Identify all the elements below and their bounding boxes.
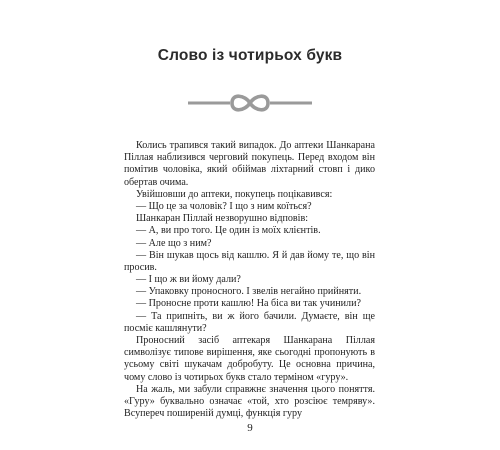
dialogue-line: — Що це за чоловік? І що з ним коїться? (136, 200, 312, 212)
paragraph: Увійшовши до аптеки, покупець поцікавився: (136, 188, 333, 200)
dialogue-line: — Та припніть, ви ж його бачили. Думаєте, він ще посміє кашлянути? (124, 310, 375, 334)
page-number: 9 (247, 422, 253, 434)
dialogue-line: — Упаковку проносного. І звелів негайно прийняти. (136, 286, 362, 298)
dialogue-line: — А, ви про того. Це один із моїх клієнтів. (136, 225, 321, 237)
dialogue-line: — Але що з ним? (136, 237, 212, 249)
paragraph: Проносний засіб аптекаря Шанкарана Піллая символізує типове вирішення, яке сьогодні пропонують в усьому світі шукачам добробуту. Це основна причина, чому слово із чотирьох букв стало терміном «гуру». (124, 335, 375, 383)
infinity-icon (188, 89, 312, 117)
dialogue-line: — Він шукав щось від кашлю. Я й дав йому те, що він просив. (124, 249, 375, 273)
paragraph: Колись трапився такий випадок. До аптеки Шанкарана Піллая наблизився черговий покупець. Перед входом він помітив чоловіка, який обіймав ліхтарний стовп і дико обертав очима. (124, 140, 375, 188)
body-text (124, 140, 375, 420)
dialogue-line: — Проносне проти кашлю! На біса ви так учинили? (136, 298, 361, 310)
chapter-title: Слово із чотирьох букв (157, 47, 343, 64)
paragraph: На жаль, ми забули справжнє значення цього поняття. «Гуру» буквально означає «той, хто розсіює темряву». Всупереч поширеній думці, функція гуру (124, 383, 375, 420)
dialogue-line: — І що ж ви йому дали? (136, 274, 241, 286)
paragraph: Шанкаран Піллай незворушно відповів: (136, 213, 309, 225)
